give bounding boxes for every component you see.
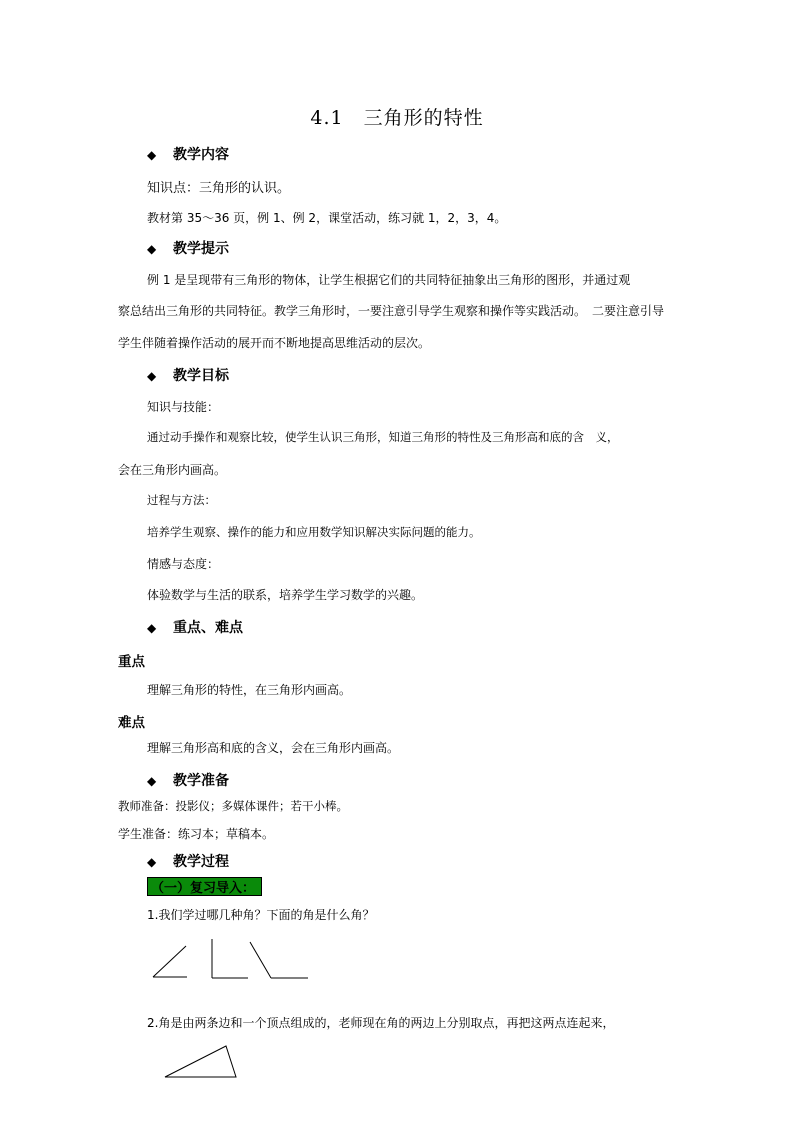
question-line: 2.角是由两条边和一个顶点组成的，老师现在角的两边上分别取点，再把这两点连起来， [147,1016,615,1030]
diamond-bullet-icon: ◆ [147,242,157,256]
diamond-bullet-icon: ◆ [147,855,157,869]
key-text: 理解三角形的特性，在三角形内画高。 [147,683,352,697]
section-heading-content: ◆ 教学内容 [147,147,229,163]
diamond-bullet-icon: ◆ [147,369,157,383]
section-heading-hint: ◆ 教学提示 [147,241,229,257]
right-angle-figure [212,939,248,978]
difficulty-text: 理解三角形高和底的含义，会在三角形内画高。 [147,741,400,755]
hint-line: 学生伴随着操作活动的展开而不断地提高思维活动的层次。 [118,336,431,350]
difficulty-label: 难点 [118,715,145,731]
question-line: 1.我们学过哪几种角？下面的角是什么角？ [147,908,375,922]
diamond-bullet-icon: ◆ [147,774,157,788]
acute-angle-figure [153,946,187,977]
goals-subheading: 过程与方法： [147,493,216,507]
goals-line: 培养学生观察、操作的能力和应用数学知识解决实际问题的能力。 [147,525,481,539]
diamond-bullet-icon: ◆ [147,621,157,635]
goals-subheading: 知识与技能： [147,400,220,414]
triangle-figure [165,1046,236,1077]
hint-line: 例 1 是呈现带有三角形的物体，让学生根据它们的共同特征抽象出三角形的图形，并通过观 [147,273,631,287]
goals-subheading: 情感与态度： [147,557,220,571]
section-heading-goals: ◆ 教学目标 [147,368,229,384]
process-part-label: （一）复习导入： [151,881,256,896]
section-heading-process: ◆ 教学过程 [147,854,229,870]
goals-line: 通过动手操作和观察比较，使学生认识三角形，知道三角形的特性及三角形高和底的含 义， [147,430,619,444]
goals-line: 体验数学与生活的联系，培养学生学习数学的兴趣。 [147,588,424,602]
diamond-bullet-icon: ◆ [147,148,157,162]
student-prep: 学生准备：练习本；草稿本。 [118,827,275,841]
page-title: 4.1 三角形的特性 [310,107,484,129]
content-line: 知识点：三角形的认识。 [147,181,291,196]
key-label: 重点 [118,654,145,670]
content-line: 教材第 35～36 页，例 1、例 2，课堂活动，练习就 1，2，3，4。 [147,211,507,225]
obtuse-angle-figure [250,942,308,978]
teacher-prep: 教师准备：投影仪；多媒体课件；若干小棒。 [118,799,348,813]
section-heading-key: ◆ 重点、难点 [147,620,243,636]
hint-line: 察总结出三角形的共同特征。教学三角形时，一要注意引导学生观察和操作等实践活动。 二要注意引导 [118,304,665,318]
section-heading-prep: ◆ 教学准备 [147,773,229,789]
goals-line: 会在三角形内画高。 [118,463,227,477]
